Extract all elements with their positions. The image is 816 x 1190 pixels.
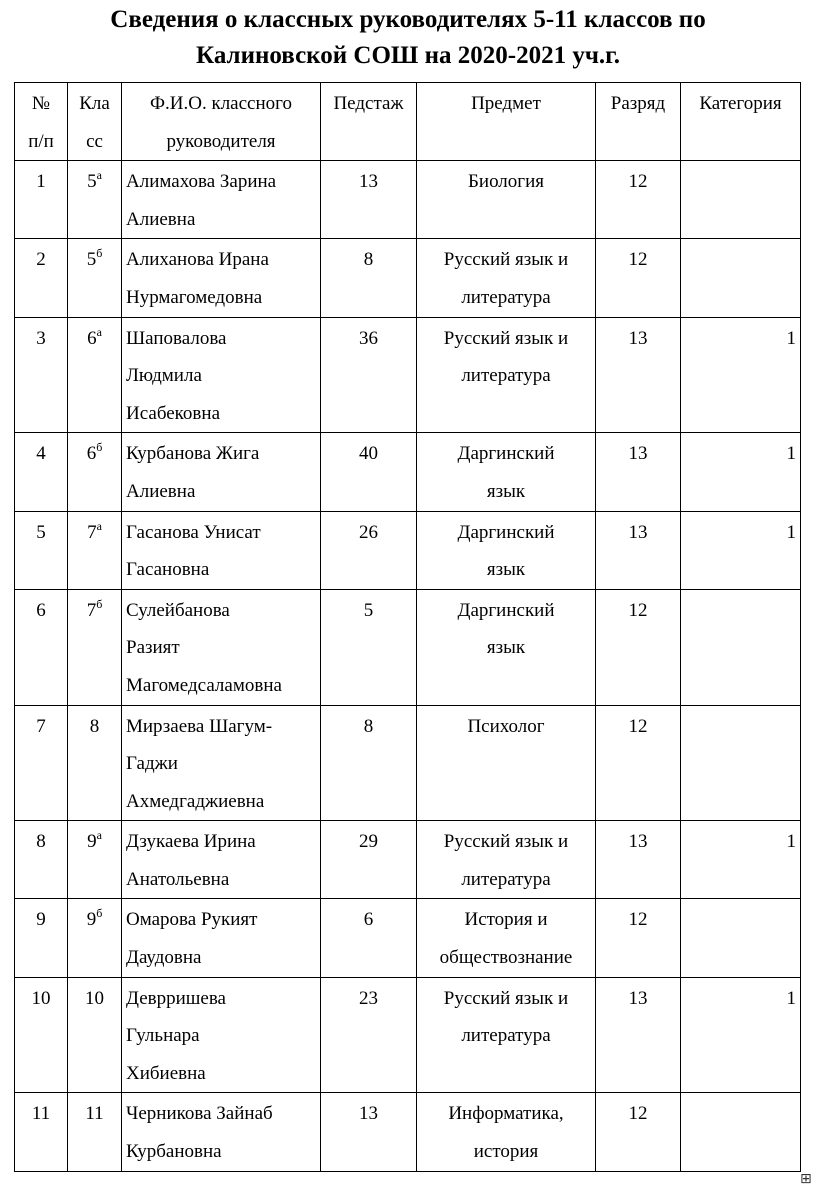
cell-subject: Психолог (417, 705, 596, 821)
cell-num: 7 (15, 705, 68, 821)
cell-grade: 12 (596, 589, 681, 705)
cell-category (681, 705, 801, 821)
cell-grade: 12 (596, 239, 681, 317)
table-row (15, 705, 801, 821)
cell-name: Сулейбанова Разият Магомедсаламовна (122, 589, 321, 705)
cell-experience: 5 (321, 589, 417, 705)
cell-grade: 13 (596, 821, 681, 899)
cell-num: 9 (15, 899, 68, 977)
table-row (15, 977, 801, 1093)
cell-name: Алиханова Ирана Нурмагомедовна (122, 239, 321, 317)
cell-grade: 12 (596, 161, 681, 239)
cell-experience: 8 (321, 239, 417, 317)
cell-experience: 40 (321, 433, 417, 511)
cell-num: 10 (15, 977, 68, 1093)
cell-num: 6 (15, 589, 68, 705)
cell-subject: Русский язык и литература (417, 977, 596, 1093)
cell-class: 11 (68, 1093, 122, 1171)
cell-grade: 13 (596, 317, 681, 433)
header-grade: Разряд (596, 83, 681, 161)
table-move-handle-icon[interactable]: ⊞ (800, 1171, 812, 1187)
cell-num: 8 (15, 821, 68, 899)
class-letter: а (96, 168, 102, 183)
cell-name: Алимахова Зарина Алиевна (122, 161, 321, 239)
document-title (0, 2, 816, 74)
cell-subject: Биология (417, 161, 596, 239)
cell-class: $9^а$ (68, 821, 122, 899)
cell-category (681, 239, 801, 317)
class-letter: б (96, 906, 103, 921)
cell-num: 4 (15, 433, 68, 511)
cell-subject: История и обществознание (417, 899, 596, 977)
header-num: № п/п (15, 83, 68, 161)
cell-name: Деврришева Гульнара Хибиевна (122, 977, 321, 1093)
cell-name: Гасанова Унисат Гасановна (122, 511, 321, 589)
cell-name: Шаповалова Людмила Исабековна (122, 317, 321, 433)
class-letter: а (96, 324, 102, 339)
cell-grade: 13 (596, 433, 681, 511)
table-row (15, 589, 801, 705)
table-row (15, 433, 801, 511)
cell-category: 1 (681, 977, 801, 1093)
class-letter: а (96, 828, 102, 843)
cell-category: 1 (681, 821, 801, 899)
cell-subject: Даргинский язык (417, 511, 596, 589)
cell-category (681, 161, 801, 239)
table-row (15, 161, 801, 239)
cell-experience: 26 (321, 511, 417, 589)
class-letter: б (96, 246, 103, 261)
cell-subject: Русский язык и литература (417, 317, 596, 433)
table-row (15, 899, 801, 977)
cell-grade: 13 (596, 977, 681, 1093)
cell-class: 10 (68, 977, 122, 1093)
cell-category (681, 1093, 801, 1171)
cell-experience: 23 (321, 977, 417, 1093)
cell-category: 1 (681, 317, 801, 433)
table-row (15, 239, 801, 317)
cell-class: $7^б$ (68, 589, 122, 705)
cell-experience: 13 (321, 161, 417, 239)
table-row (15, 1093, 801, 1171)
cell-grade: 12 (596, 705, 681, 821)
cell-name: Омарова Рукият Даудовна (122, 899, 321, 977)
table-row (15, 317, 801, 433)
cell-experience: 36 (321, 317, 417, 433)
cell-category (681, 899, 801, 977)
title-line-1: Сведения о классных руководителях 5-11 классов по (110, 6, 706, 33)
cell-subject: Даргинский язык (417, 433, 596, 511)
cell-class: 8 (68, 705, 122, 821)
cell-category (681, 589, 801, 705)
cell-class: $5^б$ (68, 239, 122, 317)
table-row (15, 511, 801, 589)
header-category: Категория (681, 83, 801, 161)
header-subject: Предмет (417, 83, 596, 161)
cell-num: 5 (15, 511, 68, 589)
class-letter: а (96, 518, 102, 533)
cell-num: 2 (15, 239, 68, 317)
cell-experience: 8 (321, 705, 417, 821)
cell-experience: 13 (321, 1093, 417, 1171)
cell-class: $6^б$ (68, 433, 122, 511)
cell-class: $9^б$ (68, 899, 122, 977)
cell-grade: 12 (596, 899, 681, 977)
cell-class: $5^а$ (68, 161, 122, 239)
cell-num: 11 (15, 1093, 68, 1171)
cell-class: $7^а$ (68, 511, 122, 589)
cell-grade: 12 (596, 1093, 681, 1171)
cell-num: 3 (15, 317, 68, 433)
cell-subject: Русский язык и литература (417, 239, 596, 317)
class-letter: б (96, 440, 103, 455)
cell-name: Дзукаева Ирина Анатольевна (122, 821, 321, 899)
header-experience: Педстаж (321, 83, 417, 161)
table-row (15, 821, 801, 899)
cell-class: $6^а$ (68, 317, 122, 433)
cell-name: Курбанова Жига Алиевна (122, 433, 321, 511)
class-teachers-table (14, 82, 801, 1172)
cell-subject: Информатика, история (417, 1093, 596, 1171)
cell-subject: Русский язык и литература (417, 821, 596, 899)
header-class: Кла сс (68, 83, 122, 161)
header-name: Ф.И.О. классного руководителя (122, 83, 321, 161)
cell-name: Мирзаева Шагум- Гаджи Ахмедгаджиевна (122, 705, 321, 821)
table-header-row (15, 83, 801, 161)
cell-category: 1 (681, 433, 801, 511)
title-line-2: Калиновской СОШ на 2020-2021 уч.г. (196, 42, 620, 69)
cell-experience: 6 (321, 899, 417, 977)
cell-experience: 29 (321, 821, 417, 899)
cell-grade: 13 (596, 511, 681, 589)
cell-num: 1 (15, 161, 68, 239)
cell-name: Черникова Зайнаб Курбановна (122, 1093, 321, 1171)
class-letter: б (96, 596, 103, 611)
cell-subject: Даргинский язык (417, 589, 596, 705)
cell-category: 1 (681, 511, 801, 589)
